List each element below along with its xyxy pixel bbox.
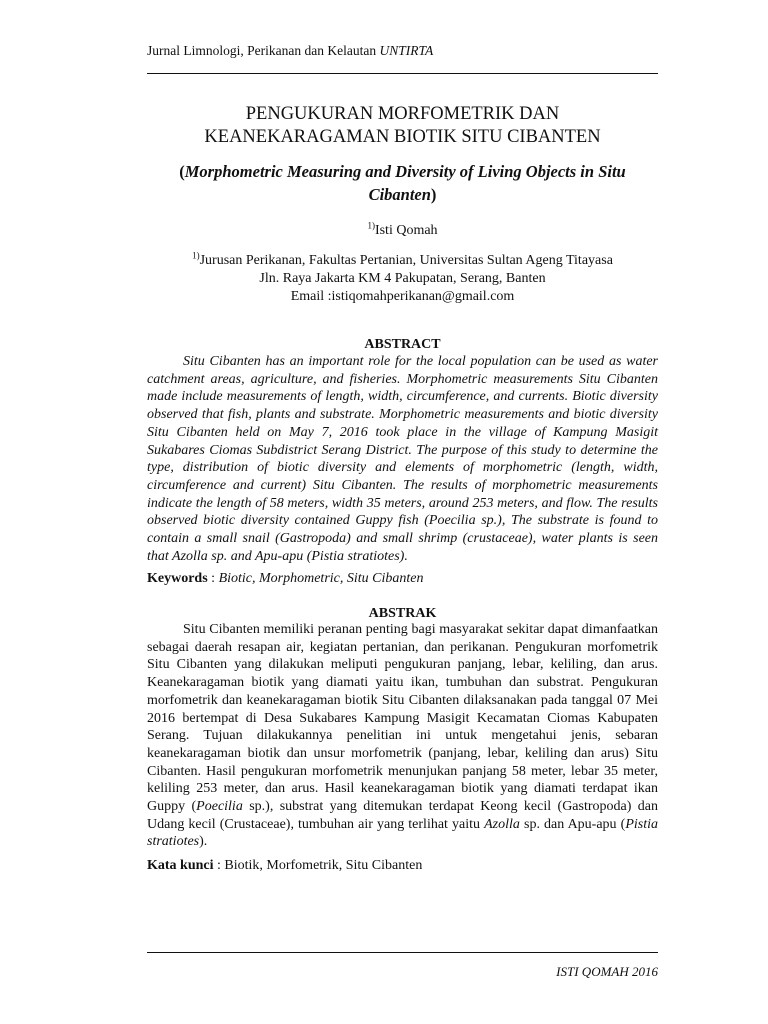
affiliation-line-2: Jln. Raya Jakarta KM 4 Pakupatan, Serang, Banten	[259, 271, 546, 286]
affiliation-mark: 1)	[192, 250, 200, 261]
author-name: Isti Qomah	[374, 223, 438, 238]
header-divider	[147, 73, 658, 74]
title-line-1: PENGUKURAN MORFOMETRIK DAN	[245, 104, 560, 124]
abstrak-text-part-4: ).	[199, 834, 208, 850]
journal-name: Jurnal Limnologi, Perikanan dan Kelautan	[147, 43, 377, 58]
abstrak-text	[147, 621, 658, 851]
footer-divider	[147, 952, 658, 953]
abstract-text: Situ Cibanten has an important role for the local population can be used as water catchment areas, agriculture, and fisheries. Morphometric measurements Situ Cibanten made include measurements of length, width, circumference, and currents. Biotic diversity observed that fish, plants and substrate. Morphometric measurements and biotic diversity Situ Cibanten held on May 7, 2016 took place in the village of Kampung Masigit Sukabares Ciomas Subdistrict Serang District. The purpose of this study to determine the type, distribution of biotic diversity and elements of morphometric (length, width, circumference and current) Situ Cibanten. The results of morphometric measurements indicate the length of 58 meters, width 35 meters, around 253 meters, and flow. The results observed biotic diversity contained Guppy fish (Poecilia sp.), The substrate is found to contain a small snail (Gastropoda) and small shrimp (crustaceae), water plants is seen that Azolla sp. and Apu-apu (Pistia stratiotes).	[147, 354, 658, 564]
footer-text: ISTI QOMAH 2016	[556, 964, 658, 979]
abstrak-text-part-1: Situ Cibanten memiliki peranan penting bagi masyarakat sekitar dapat dimanfaatkan sebagai daerah resapan air, kegiatan pertanian, dan perikanan. Pengukuran morfometrik Situ Cibanten yang dilakukan meliputi pengukuran panjang, lebar, keliling, dan arus. Keanekaragaman biotik yang diamati yaitu ikan, tumbuhan dan substrat. Pengukuran morfometrik dan keanekaragaman biotik Situ Cibanten dilaksanakan pada tanggal 07 Mei 2016 bertempat di Desa Sukabares Kampung Masigit Kecamatan Ciomas Kabupaten Serang. Tujuan dilakukannya penelitian ini untuk mengetahui jenis, sebaran keanekaragaman biotik dan unsur morfometrik (panjang, lebar, keliling dan arus) Situ Cibanten. Hasil pengukuran morfometrik menunjukan panjang 58 meter, lebar 35 meter, keliling 253 meter, dan arus. Hasil keanekaragaman biotik yang diamati terdapat ikan Guppy (	[147, 622, 658, 815]
affiliation-email: Email :istiqomahperikanan@gmail.com	[290, 289, 515, 304]
title-line-2: KEANEKARAGAMAN BIOTIK SITU CIBANTEN	[204, 127, 601, 147]
paper-title	[147, 103, 658, 149]
abstract-heading: ABSTRACT	[364, 337, 441, 352]
journal-publisher: UNTIRTA	[379, 43, 434, 58]
author-mark: 1)	[367, 220, 375, 231]
english-title-text: Morphometric Measuring and Diversity of Living Objects in Situ Cibanten	[184, 162, 626, 204]
kata-kunci-label: Kata kunci	[147, 858, 214, 873]
keywords-value: Biotic, Morphometric, Situ Cibanten	[218, 571, 424, 586]
kata-kunci-value: Biotik, Morfometrik, Situ Cibanten	[224, 858, 423, 873]
subtitle-open-paren: (	[179, 162, 185, 181]
subtitle-close-paren: )	[430, 185, 437, 204]
abstrak-heading: ABSTRAK	[368, 606, 437, 621]
species-azolla: Azolla	[484, 816, 520, 832]
affiliation-line-1: Jurusan Perikanan, Fakultas Pertanian, Universitas Sultan Ageng Titayasa	[199, 253, 613, 268]
species-pistia: Pistia stratiotes	[147, 816, 658, 850]
affiliation	[147, 252, 658, 306]
english-title	[147, 160, 658, 206]
keywords-label: Keywords	[147, 571, 208, 586]
keywords-line: Keywords : Biotic, Morphometric, Situ Cibanten	[147, 571, 424, 586]
abstrak-text-part-3: sp. dan Apu-apu (	[519, 816, 626, 832]
author-line	[147, 220, 658, 239]
abstrak-text-part-2: sp.), substrat yang ditemukan terdapat Keong kecil (Gastropoda) dan Udang kecil (Crustaceae), tumbuhan air yang terlihat yaitu	[147, 799, 658, 832]
species-poecilia: Poecilia	[196, 799, 243, 815]
kata-kunci-line: Kata kunci : Biotik, Morfometrik, Situ Cibanten	[147, 858, 423, 873]
journal-header	[147, 43, 433, 59]
